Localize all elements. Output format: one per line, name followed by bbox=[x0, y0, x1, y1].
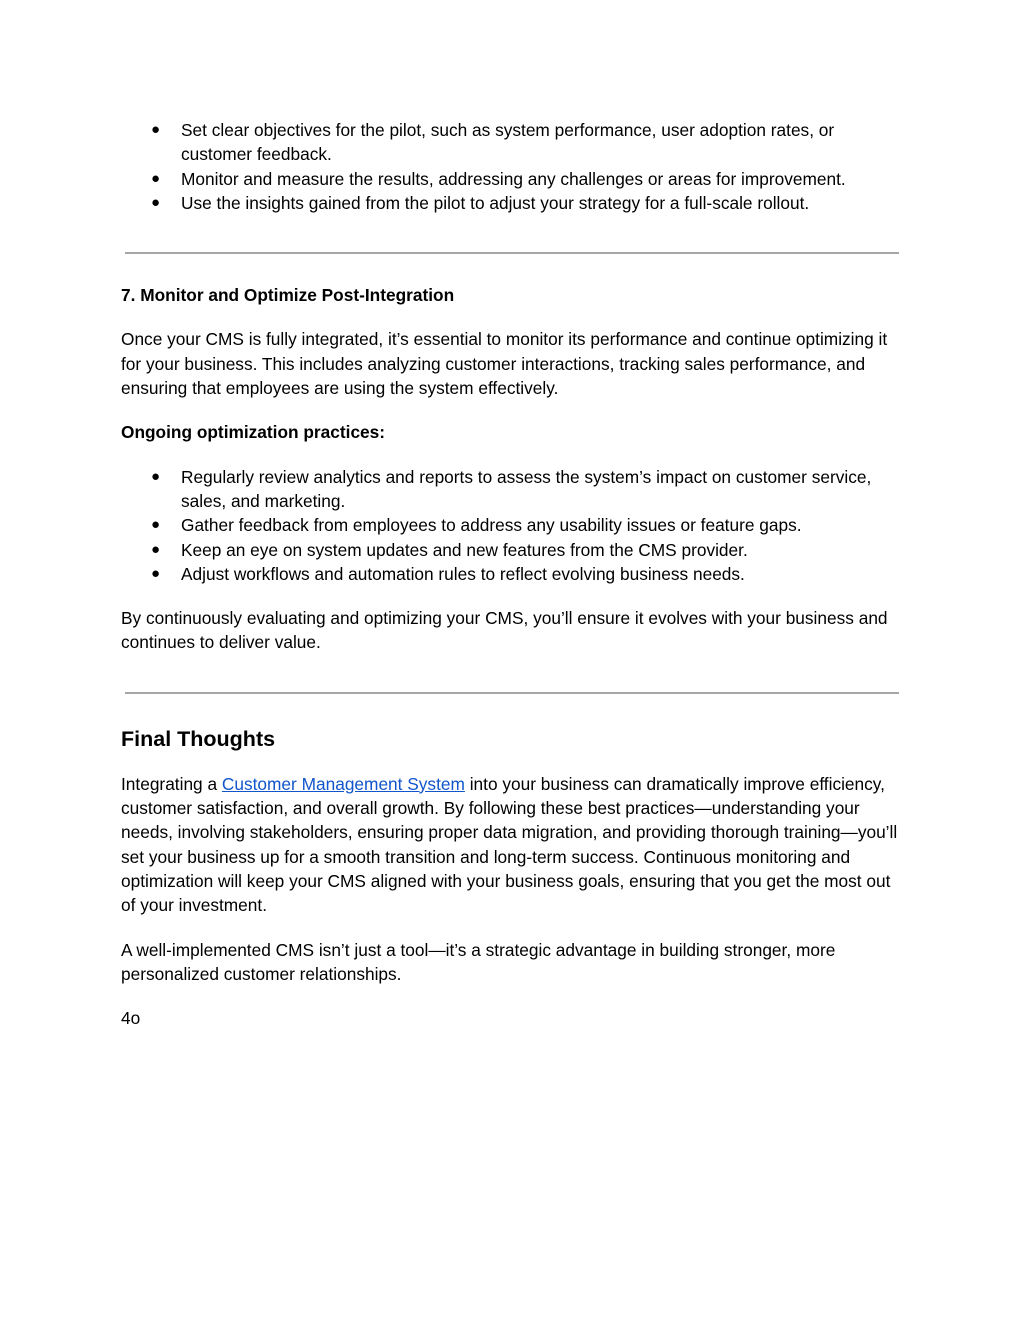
bullet-glyph: ● bbox=[151, 467, 161, 485]
horizontal-rule bbox=[125, 692, 899, 694]
list-item bbox=[121, 191, 903, 215]
pilot-bullet-list bbox=[121, 118, 903, 215]
list-item bbox=[121, 513, 903, 537]
bullet-glyph: ● bbox=[151, 516, 161, 534]
list-item-text: Gather feedback from employees to address any usability issues or feature gaps. bbox=[181, 515, 802, 536]
horizontal-rule bbox=[125, 252, 899, 254]
customer-management-system-link[interactable]: Customer Management System bbox=[221, 773, 465, 794]
list-item-text: Use the insights gained from the pilot to adjust your strategy for a full-scale rollout. bbox=[181, 192, 810, 213]
final-paragraph-2: A well-implemented CMS isn’t just a tool—it’s a strategic advantage in building stronger, more personalized customer relationships. bbox=[121, 939, 836, 984]
list-item bbox=[121, 167, 903, 191]
practices-subheading: Ongoing optimization practices: bbox=[121, 422, 386, 443]
bullet-glyph: ● bbox=[151, 564, 161, 582]
closing-paragraph: By continuously evaluating and optimizing your CMS, you’ll ensure it evolves with your business and continues to deliver value. bbox=[121, 608, 888, 653]
document-page bbox=[121, 118, 903, 1030]
list-item bbox=[121, 118, 903, 167]
bullet-glyph: ● bbox=[151, 540, 161, 558]
list-item bbox=[121, 562, 903, 586]
section-heading: 7. Monitor and Optimize Post-Integration bbox=[121, 285, 455, 306]
final-paragraph-1 bbox=[121, 772, 903, 918]
list-item-text: Adjust workflows and automation rules to reflect evolving business needs. bbox=[181, 563, 745, 584]
list-item-text: Set clear objectives for the pilot, such as system performance, user adoption rates, or customer feedback. bbox=[181, 120, 835, 165]
list-item bbox=[121, 538, 903, 562]
final-thoughts-heading: Final Thoughts bbox=[121, 726, 276, 751]
list-item-text: Keep an eye on system updates and new features from the CMS provider. bbox=[181, 539, 748, 560]
list-item bbox=[121, 465, 903, 514]
section-paragraph: Once your CMS is fully integrated, it’s essential to monitor its performance and continue optimizing it for your business. This includes analyzing customer interactions, tracking sales performance, and ensuring that employees are using the system effectively. bbox=[121, 329, 888, 399]
list-item-text: Monitor and measure the results, addressing any challenges or areas for improvement. bbox=[181, 168, 846, 189]
bullet-glyph: ● bbox=[151, 169, 161, 187]
footer-text: 4o bbox=[121, 1008, 141, 1029]
final-paragraph-1-rest: into your business can dramatically improve efficiency, customer satisfaction, and overall growth. By following these best practices—understanding your needs, involving stakeholders, ensuring proper data migration, and providing thorough training—you’ll set your business up for a smooth transition and long-term success. Continuous monitoring and optimization will keep your CMS aligned with your business goals, ensuring that you get the most out of your investment. bbox=[121, 773, 898, 916]
list-item-text: Regularly review analytics and reports to assess the system’s impact on customer service, sales, and marketing. bbox=[181, 466, 872, 511]
bullet-glyph: ● bbox=[151, 193, 161, 211]
final-paragraph-1-lead: Integrating a bbox=[121, 773, 222, 794]
bullet-glyph: ● bbox=[151, 121, 161, 138]
practices-bullet-list bbox=[121, 465, 903, 586]
